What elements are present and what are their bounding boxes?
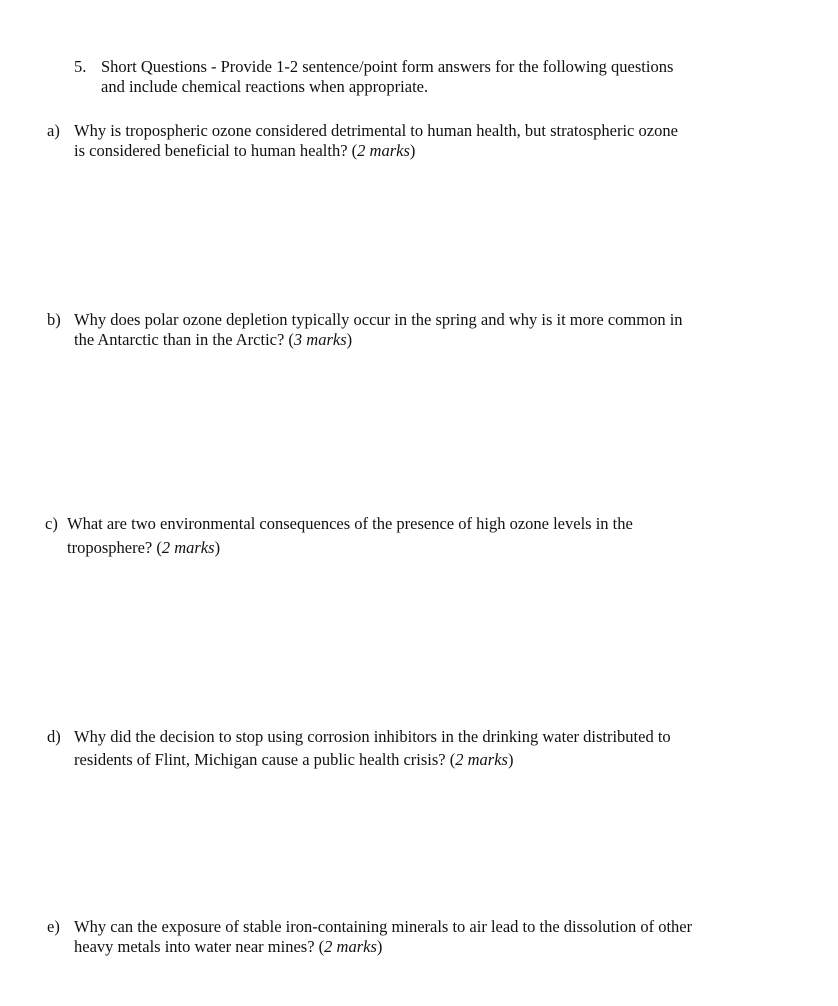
question-c [45,514,633,558]
intro-line-2: and include chemical reactions when appropriate. [101,77,429,96]
question-e-line-2: heavy metals into water near mines? (2 marks) [74,937,383,956]
intro-line-1: Short Questions - Provide 1-2 sentence/point form answers for the following questions [101,57,674,76]
question-d-letter: d) [47,727,61,746]
question-a-line-1: Why is tropospheric ozone considered detrimental to human health, but stratospheric ozone [74,121,678,140]
question-a-line-2: is considered beneficial to human health? (2 marks) [74,141,416,160]
question-e-letter: e) [47,917,60,936]
question-a-letter: a) [47,121,60,140]
question-d-line-2: residents of Flint, Michigan cause a public health crisis? (2 marks) [74,750,514,769]
section-number: 5. [74,57,87,76]
question-c-marks: 2 marks [161,538,215,557]
section-5-heading [74,57,673,97]
question-a [47,121,678,161]
question-e [47,917,692,957]
question-a-marks: 2 marks [357,141,410,160]
question-e-line-1: Why can the exposure of stable iron-containing minerals to air lead to the dissolution of other [74,917,693,936]
question-b-line-2: the Antarctic than in the Arctic? (3 marks) [74,330,353,349]
question-b-marks: 3 marks [293,330,347,349]
question-c-line-1: What are two environmental consequences of the presence of high ozone levels in the [67,514,633,533]
question-c-letter: c) [45,514,58,533]
question-b-letter: b) [47,310,61,329]
question-b [47,310,683,350]
question-c-line-2: troposphere? (2 marks) [67,538,221,557]
question-b-line-1: Why does polar ozone depletion typically occur in the spring and why is it more common in [74,310,683,329]
question-d-line-1: Why did the decision to stop using corrosion inhibitors in the drinking water distributed to [74,727,671,746]
question-d-marks: 2 marks [455,750,508,769]
question-d [47,727,671,770]
question-e-marks: 2 marks [324,937,377,956]
